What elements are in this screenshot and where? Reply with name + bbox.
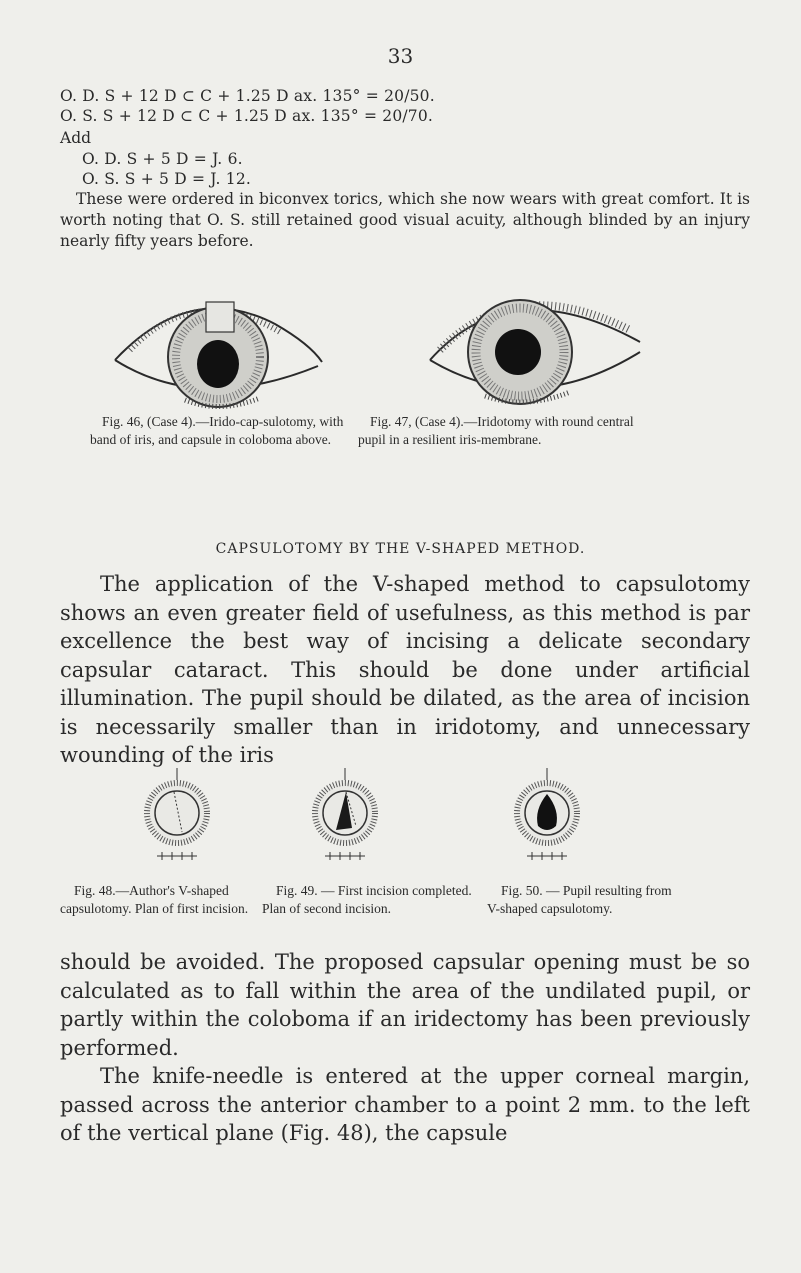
paragraph-3: The knife-needle is entered at the upper corneal margin, passed across the anterior chamber to a point 2 mm. to the left of the vertical plane (Fig. 48), the capsule (60, 1064, 750, 1145)
section-heading: CAPSULOTOMY BY THE V-SHAPED METHOD. (215, 541, 586, 557)
fig49-caption: Fig. 49. — First incision completed. Plan of second incision. (262, 883, 472, 916)
page-number: 33 (387, 44, 414, 68)
add-label: Add (60, 129, 92, 147)
add-formula-os: O. S. S + 5 D = J. 12. (82, 170, 252, 188)
fig49-illustration (310, 768, 380, 868)
fig48-caption: Fig. 48.—Author's V-shaped capsulotomy. Plan of first incision. (60, 883, 249, 916)
fig48-illustration (142, 768, 212, 868)
formula-od: O. D. S + 12 D ⊂ C + 1.25 D ax. 135° = 20/50. (60, 87, 435, 105)
paragraph-2: should be avoided. The proposed capsular opening must be so calculated as to fall within the area of the undilated pupil, or partly within the coloboma if an iridectomy has been previously performed. (60, 950, 750, 1060)
fig46-caption: Fig. 46, (Case 4).—Irido-cap-sulotomy, with band of iris, and capsule in coloboma above. (90, 414, 344, 447)
fig47-illustration (400, 270, 660, 410)
fig50-caption: Fig. 50. — Pupil resulting from V-shaped capsulotomy. (487, 883, 672, 916)
fig46-illustration (110, 282, 330, 412)
intro-paragraph: These were ordered in biconvex torics, which she now wears with great comfort. It is worth noting that O. S. still retained good visual acuity, although blinded by an injury nearly fifty years before. (60, 190, 750, 250)
formula-os: O. S. S + 12 D ⊂ C + 1.25 D ax. 135° = 20/70. (60, 107, 434, 125)
paragraph-1: The application of the V-shaped method to capsulotomy shows an even greater field of usefulness, as this method is par excellence the best way of incising a delicate secondary capsular cataract. This should be done under artificial illumination. The pupil should be dilated, as the area of incision is necessarily smaller than in iridotomy, and unnecessary wounding of the iris (60, 572, 750, 767)
fig47-caption: Fig. 47, (Case 4).—Iridotomy with round central pupil in a resilient iris-membrane. (358, 414, 634, 447)
add-formula-od: O. D. S + 5 D = J. 6. (82, 150, 243, 168)
fig50-illustration (512, 768, 582, 868)
